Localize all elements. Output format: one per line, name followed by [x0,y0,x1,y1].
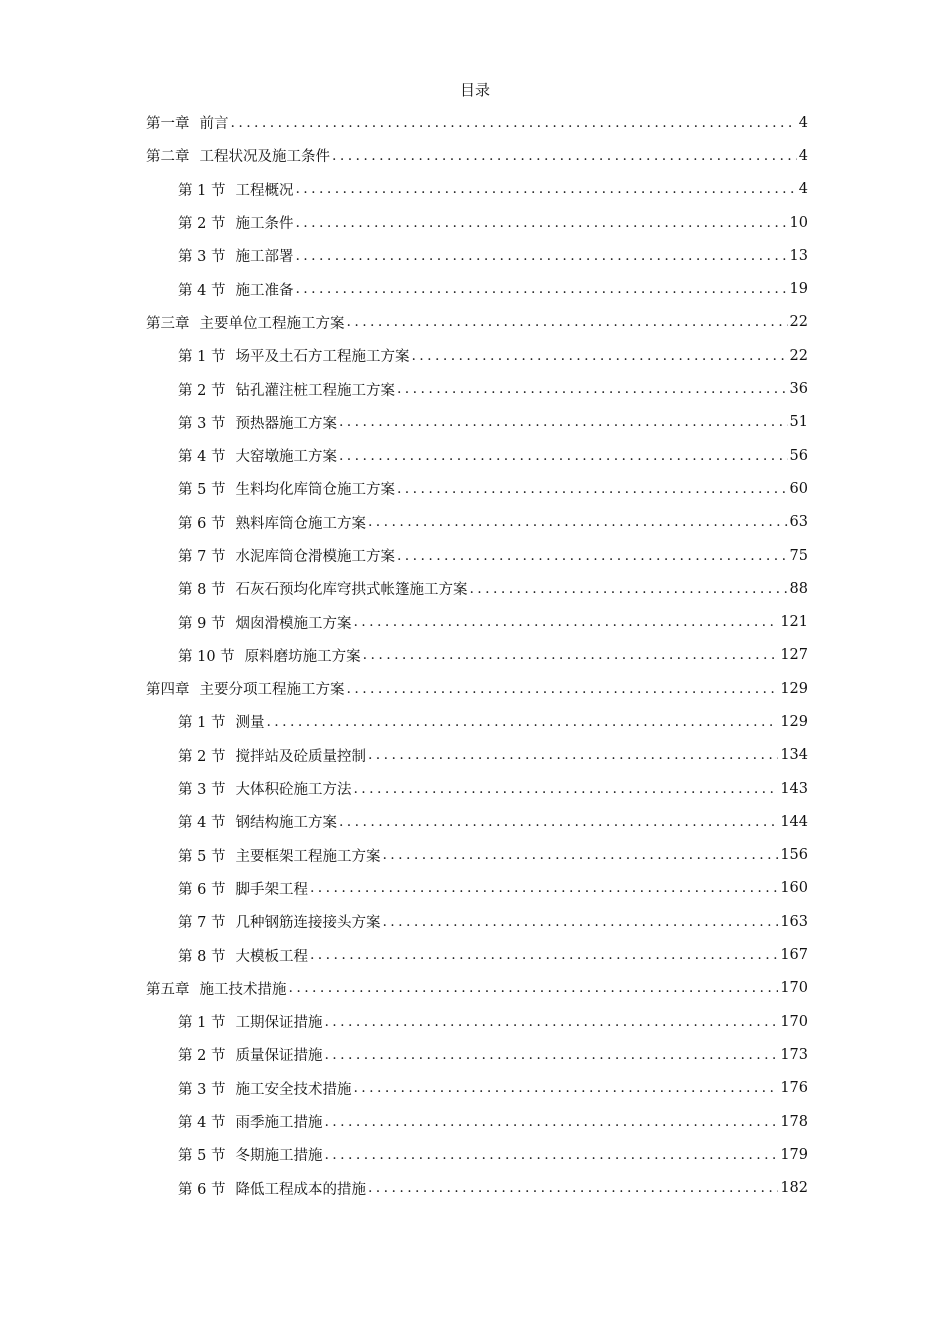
toc-page-number: 182 [780,1180,808,1197]
toc-dot-leader [289,978,779,998]
toc-entry-label: 工程状况及施工条件 [199,149,330,166]
toc-section-entry[interactable] [146,639,808,672]
toc-page-number: 51 [789,414,808,431]
toc-entry-title [178,1078,351,1099]
toc-entry-title [178,445,337,466]
toc-entry-number: 第 7 节 [178,915,226,932]
toc-entry-number: 第三章 [146,315,190,332]
toc-dot-leader [324,1112,778,1132]
toc-entry-label: 大窑墩施工方案 [235,449,337,466]
toc-entry-label: 施工部署 [235,249,294,266]
toc-page-number: 13 [789,247,808,264]
toc-entry-label: 雨季施工措施 [235,1115,323,1132]
toc-chapter-entry[interactable] [146,139,808,172]
toc-entry-title [178,1111,322,1132]
toc-entry-title [178,711,264,732]
toc-section-entry[interactable] [146,938,808,971]
toc-page-number: 4 [798,114,808,131]
toc-entry-label: 工期保证措施 [235,1015,323,1032]
toc-entry-title [146,678,345,699]
toc-entry-label: 前言 [199,116,229,133]
toc-entry-title [178,1178,366,1199]
toc-entry-title [178,945,308,966]
toc-dot-leader [347,679,779,699]
toc-entry-title [178,845,380,866]
toc-entry-label: 钢结构施工方案 [235,815,337,832]
toc-entry-title [178,512,366,533]
toc-dot-leader [295,213,787,233]
toc-section-entry[interactable] [146,439,808,472]
toc-dot-leader [295,279,787,299]
toc-entry-title [178,345,409,366]
toc-dot-leader [353,779,778,799]
toc-entry-number: 第四章 [146,682,190,699]
toc-entry-title [178,1011,322,1032]
toc-dot-leader [397,379,788,399]
toc-page-number: 127 [780,647,808,664]
toc-section-entry[interactable] [146,605,808,638]
toc-entry-number: 第 4 节 [178,449,226,466]
toc-entry-title [178,245,293,266]
toc-entry-number: 第二章 [146,149,190,166]
toc-entry-number: 第一章 [146,116,190,133]
toc-entry-number: 第 1 节 [178,349,226,366]
toc-entry-title [178,778,351,799]
toc-page-number: 60 [789,480,808,497]
toc-entry-label: 施工安全技术措施 [235,1081,352,1098]
toc-entry-number: 第 3 节 [178,782,226,799]
toc-page-number: 167 [780,947,808,964]
toc-entry-number: 第 8 节 [178,582,226,599]
toc-page-number: 163 [780,913,808,930]
toc-section-entry[interactable] [146,1072,808,1105]
toc-section-entry[interactable] [146,705,808,738]
toc-page-number: 144 [780,813,808,830]
toc-entry-title [178,1044,322,1065]
toc-section-entry[interactable] [146,1005,808,1038]
toc-entry-label: 原料磨坊施工方案 [244,648,361,665]
toc-page-number: 88 [789,580,808,597]
toc-section-entry[interactable] [146,506,808,539]
toc-page-number: 129 [780,680,808,697]
toc-entry-label: 工程概况 [235,182,294,199]
toc-entry-number: 第 9 节 [178,615,226,632]
toc-entry-title [178,878,308,899]
toc-entry-number: 第 7 节 [178,549,226,565]
toc-entry-label: 脚手架工程 [235,881,308,898]
toc-page-number: 156 [780,847,808,864]
toc-entry-title [178,379,395,400]
toc-page-number: 36 [789,381,808,398]
toc-entry-label: 大体积砼施工方法 [235,782,352,799]
toc-dot-leader [353,1078,778,1098]
toc-entry-number: 第 4 节 [178,282,226,299]
toc-chapter-entry[interactable] [146,106,808,139]
toc-page-number: 160 [780,880,808,897]
toc-entry-number: 第 2 节 [178,382,226,399]
toc-dot-leader [266,712,778,732]
toc-entry-label: 主要单位工程施工方案 [199,315,345,332]
toc-page-number: 4 [798,147,808,164]
toc-entry-number: 第 1 节 [178,1015,226,1032]
toc-page-number: 19 [789,281,808,298]
toc-section-entry[interactable] [146,1172,808,1205]
toc-dot-leader [324,1012,778,1032]
toc-entry-label: 场平及土石方工程施工方案 [235,349,410,366]
toc-dot-leader [310,878,778,898]
toc-section-entry[interactable] [146,805,808,838]
toc-section-entry[interactable] [146,839,808,872]
toc-entry-title [178,478,395,499]
toc-section-entry[interactable] [146,572,808,605]
toc-dot-leader [347,312,788,332]
toc-entry-title [146,312,345,333]
toc-entry-number: 第 2 节 [178,216,226,233]
toc-dot-leader [469,579,787,599]
toc-entry-label: 测量 [235,715,265,732]
toc-entry-number: 第 5 节 [178,848,226,865]
toc-page-number: 56 [789,447,808,464]
toc-page-number: 178 [780,1113,808,1130]
toc-entry-number: 第 3 节 [178,1081,226,1098]
toc-section-entry[interactable] [146,372,808,405]
toc-entry-title [178,545,395,566]
toc-entry-label: 质量保证措施 [235,1048,323,1065]
toc-dot-leader [324,1045,778,1065]
toc-entry-title [146,112,229,133]
toc-entry-label: 主要框架工程施工方案 [235,848,381,865]
toc-dot-leader [332,146,797,166]
toc-entry-label: 几种钢筋连接接头方案 [235,915,381,932]
toc-dot-leader [353,612,778,632]
toc-entry-title [146,978,287,999]
toc-section-entry[interactable] [146,339,808,372]
toc-entry-number: 第 1 节 [178,182,226,199]
toc-entry-title [178,212,293,233]
toc-chapter-entry[interactable] [146,306,808,339]
toc-chapter-entry[interactable] [146,672,808,705]
toc-section-entry[interactable] [146,206,808,239]
toc-section-entry[interactable] [146,406,808,439]
toc-page-number: 176 [780,1080,808,1097]
toc-dot-leader [339,446,788,466]
toc-dot-leader [368,745,778,765]
toc-entry-number: 第 3 节 [178,415,226,432]
toc-dot-leader [339,412,788,432]
toc-entry-title [146,145,330,166]
toc-entry-number: 第 6 节 [178,515,226,532]
toc-entry-title [178,911,380,932]
toc-page-number: 129 [780,713,808,730]
toc-entry-label: 施工准备 [235,282,294,299]
toc-entry-label: 钻孔灌注桩工程施工方案 [235,382,395,399]
toc-page-number: 22 [789,347,808,364]
toc-dot-leader [382,912,778,932]
toc-page-number: 170 [780,980,808,997]
toc-entry-title [178,645,361,666]
toc-entry-number: 第 6 节 [178,881,226,898]
toc-dot-leader [363,645,779,665]
toc-entry-number: 第 5 节 [178,482,226,499]
toc-page-number: 10 [789,214,808,231]
toc-entry-label: 搅拌站及砼质量控制 [235,748,366,765]
toc-dot-leader [368,512,788,532]
toc-dot-leader [295,246,787,266]
toc-entry-number: 第五章 [146,981,190,998]
toc-entry-title [178,811,337,832]
toc-page-number: 173 [780,1046,808,1063]
toc-section-entry[interactable] [146,472,808,505]
toc-entry-number: 第 6 节 [178,1181,226,1198]
toc-section-entry[interactable] [146,739,808,772]
toc-entry-number: 第 4 节 [178,1115,226,1132]
toc-dot-leader [324,1145,778,1165]
page-title: 目录 [459,81,490,99]
toc-section-entry[interactable] [146,905,808,938]
toc-section-entry[interactable] [146,1105,808,1138]
toc-entry-number: 第 3 节 [178,249,226,266]
toc-dot-leader [310,945,778,965]
toc-entry-number: 第 1 节 [178,715,226,732]
toc-page-number: 179 [780,1146,808,1163]
toc-page-number: 170 [780,1013,808,1030]
toc-entry-title [178,179,293,200]
toc-entry-label: 施工条件 [235,216,294,233]
toc-dot-leader [231,113,797,133]
toc-section-entry[interactable] [146,272,808,305]
toc-section-entry[interactable] [146,1138,808,1171]
toc-dot-leader [397,546,788,566]
toc-entry-label: 大模板工程 [235,948,308,965]
toc-page-number: 4 [798,181,808,198]
toc-page-number: 75 [789,547,808,564]
toc-page-number: 121 [780,614,808,631]
toc-entry-title [178,1144,322,1165]
toc-entry-title [178,612,351,633]
toc-entry-label: 冬期施工措施 [235,1148,323,1165]
toc-entry-label: 水泥库筒仓滑模施工方案 [235,549,395,565]
toc-dot-leader [397,479,788,499]
toc-page-number: 143 [780,780,808,797]
toc-entry-label: 生料均化库筒仓施工方案 [235,482,395,499]
toc-entry-label: 降低工程成本的措施 [235,1181,366,1198]
toc-section-entry[interactable] [146,772,808,805]
toc-dot-leader [339,812,778,832]
toc-entry-number: 第 5 节 [178,1148,226,1165]
toc-entry-number: 第 4 节 [178,815,226,832]
toc-page-number: 22 [789,314,808,331]
toc-dot-leader [411,346,787,366]
toc-section-entry[interactable] [146,239,808,272]
toc-entry-label: 熟料库筒仓施工方案 [235,515,366,532]
toc-dot-leader [295,179,796,199]
toc-section-entry[interactable] [146,872,808,905]
toc-page-number: 63 [789,514,808,531]
toc-entry-number: 第 2 节 [178,748,226,765]
toc-entry-number: 第 8 节 [178,948,226,965]
toc-entry-title [178,412,337,433]
toc-entry-label: 烟囱滑模施工方案 [235,615,352,632]
toc-entry-label: 施工技术措施 [199,981,287,998]
toc-dot-leader [382,845,778,865]
toc-entry-title [178,745,366,766]
toc-section-entry[interactable] [146,539,808,572]
toc-entry-number: 第 10 节 [178,648,235,665]
table-of-contents [146,106,808,1205]
toc-section-entry[interactable] [146,173,808,206]
toc-page-number: 134 [780,747,808,764]
toc-dot-leader [368,1178,778,1198]
toc-entry-title [178,578,467,599]
toc-chapter-entry[interactable] [146,972,808,1005]
toc-section-entry[interactable] [146,1038,808,1071]
toc-entry-label: 主要分项工程施工方案 [199,682,345,699]
toc-entry-number: 第 2 节 [178,1048,226,1065]
toc-entry-title [178,279,293,300]
toc-entry-label: 石灰石预均化库穹拱式帐篷施工方案 [235,582,468,599]
toc-entry-label: 预热器施工方案 [235,415,337,432]
